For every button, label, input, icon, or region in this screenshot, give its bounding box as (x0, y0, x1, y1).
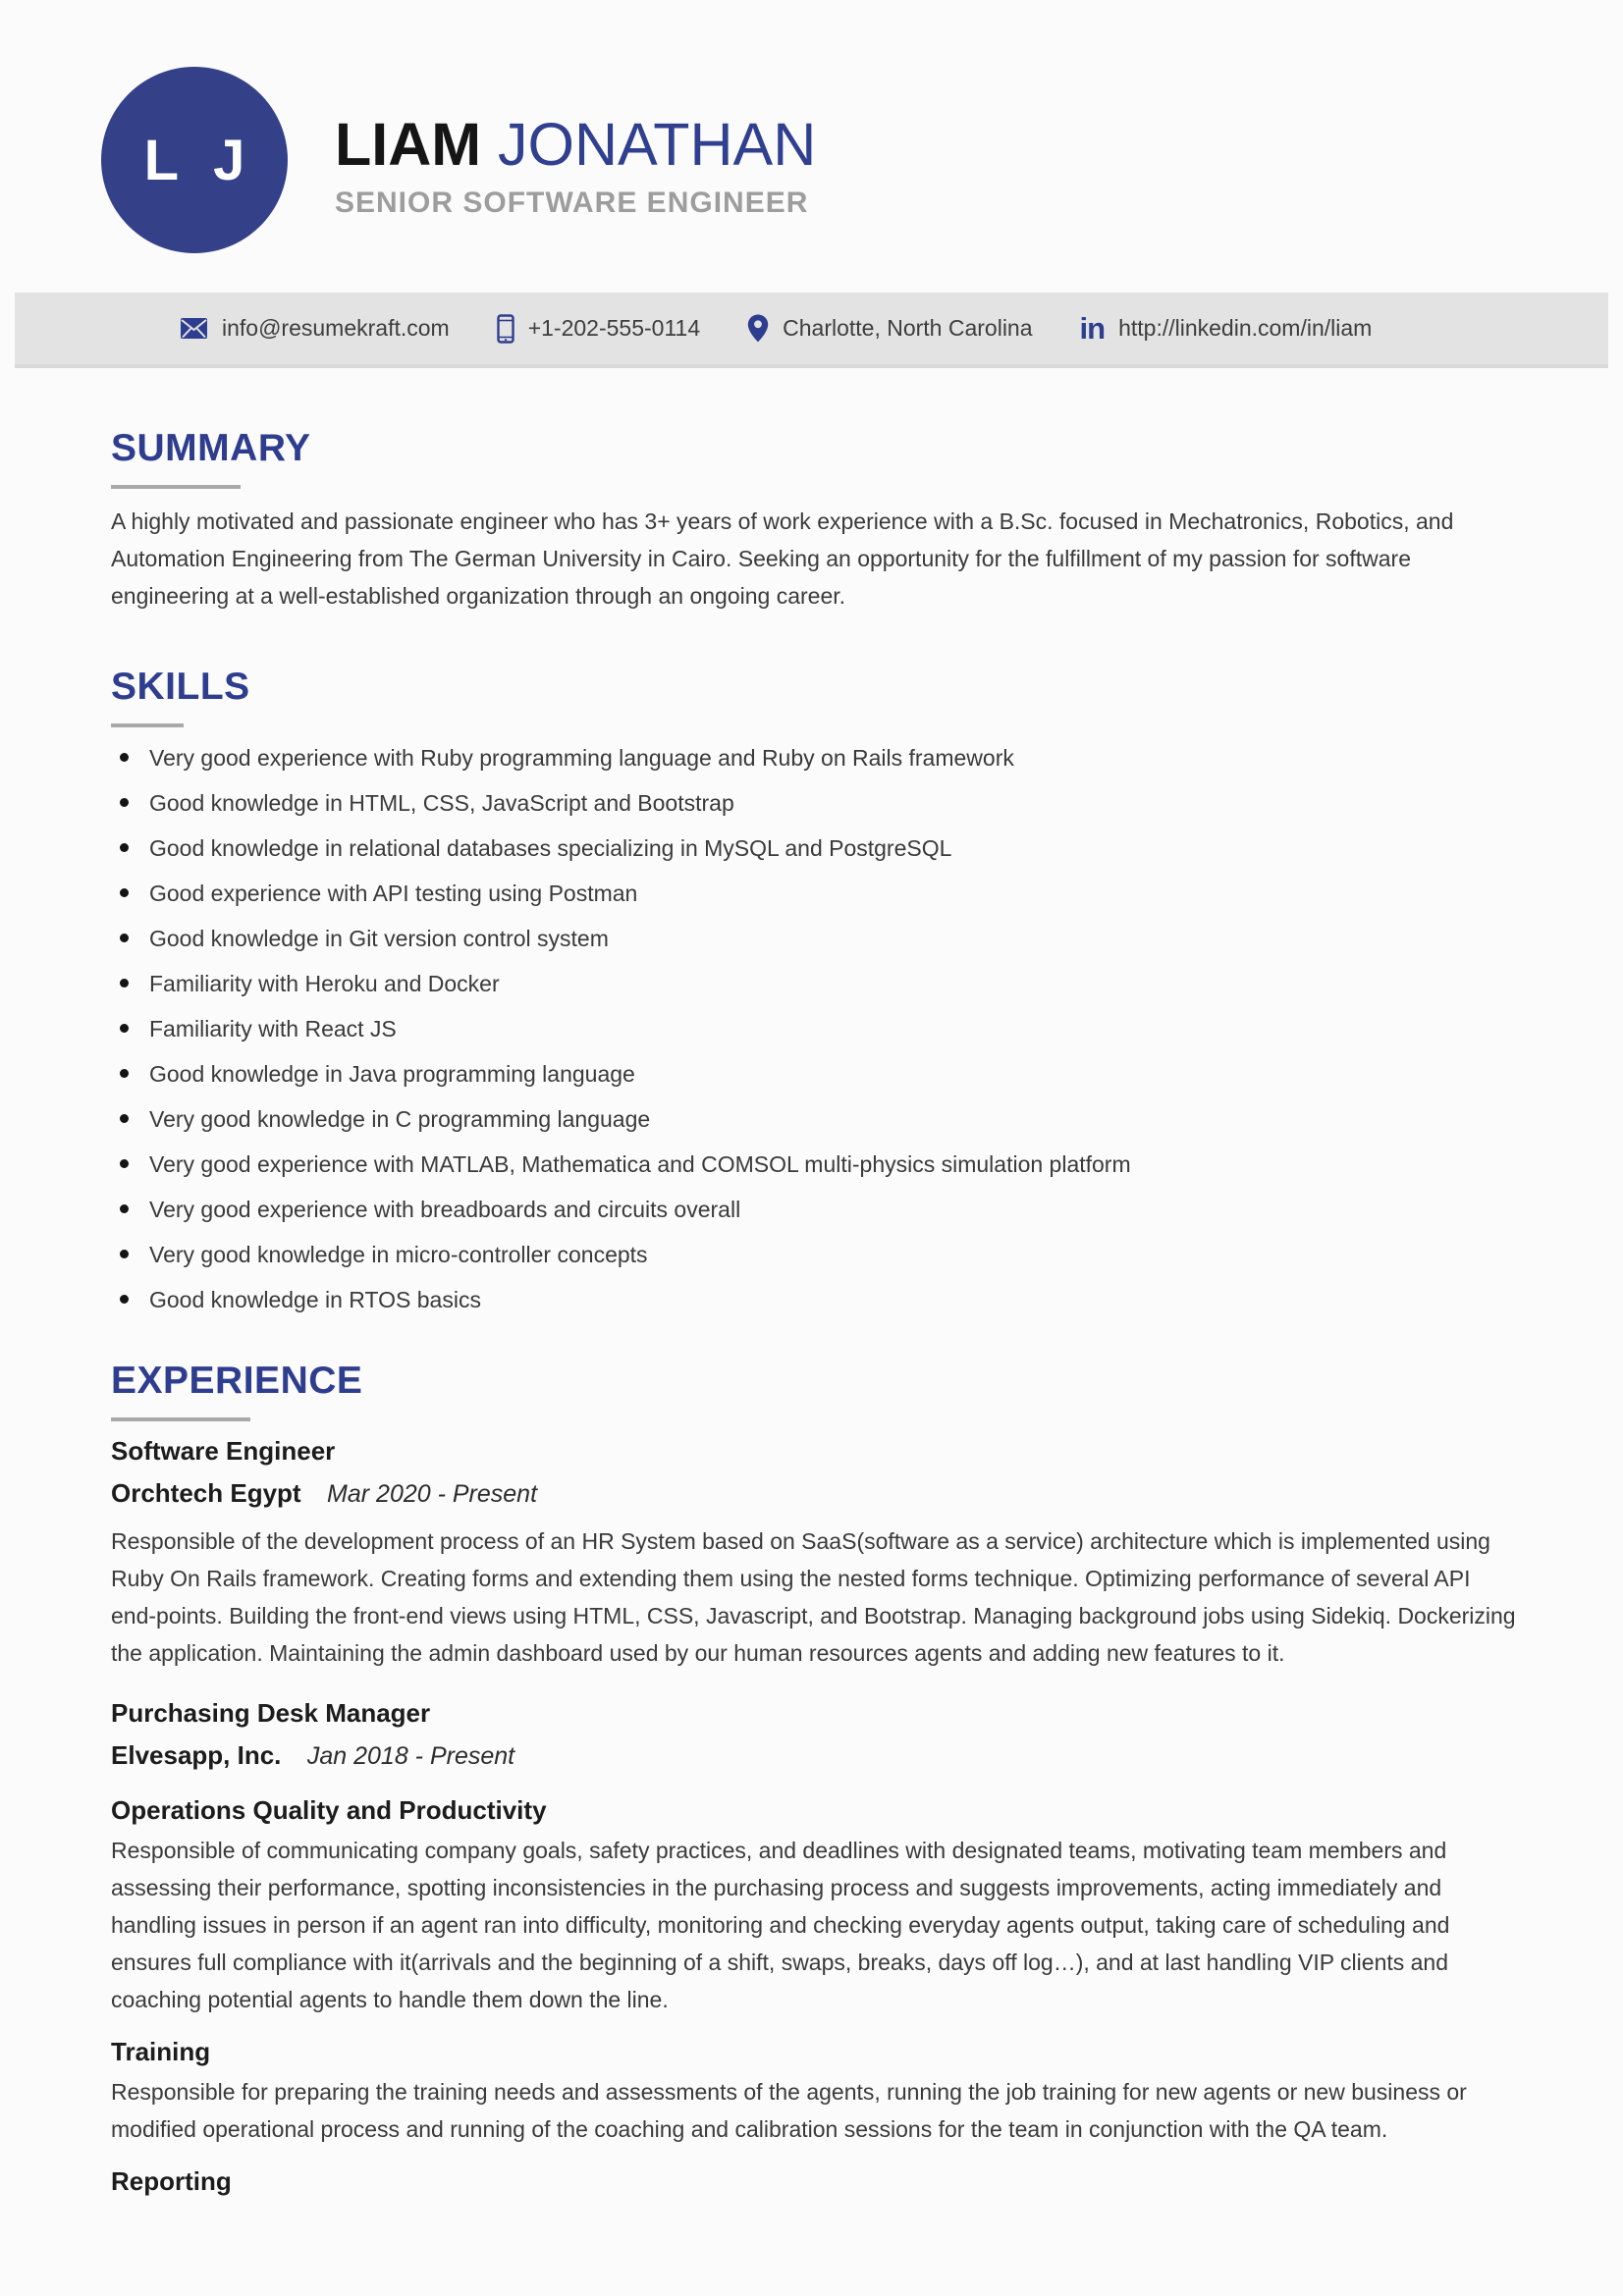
linkedin-icon: in (1079, 311, 1106, 346)
resume-body (0, 425, 1623, 2197)
name-block (335, 110, 816, 220)
experience-rule (111, 1417, 250, 1421)
experience-heading: EXPERIENCE (111, 1360, 363, 1402)
last-name: JONATHAN (498, 111, 817, 178)
phone-text: +1-202-555-0114 (527, 315, 701, 341)
summary-heading: SUMMARY (111, 427, 311, 469)
contact-email (180, 315, 450, 342)
experience-section (111, 1358, 1520, 2197)
skills-list (111, 743, 1520, 1314)
avatar (101, 67, 288, 253)
contact-bar (15, 293, 1608, 368)
job-subsection (111, 2036, 1520, 2148)
subsection-title: Training (111, 2037, 211, 2066)
company-name: Elvesapp, Inc. (111, 1740, 282, 1770)
subsection-description: Responsible of communicating company goals, safety practices, and deadlines with designated teams, motivating team members and assessing their performance, spotting inconsistencies in the purchasing process and suggests improvements, acting immediately and handling issues in person if an agent ran into difficulty, monitoring and checking everyday agents output, taking care of scheduling and ensures full compliance with it(arrivals and the beginning of a shift, swaps, breaks, days off log…), and at last handling VIP clients and coaching potential agents to handle them down the line. (111, 1838, 1450, 2012)
skill-item: Familiarity with Heroku and Docker (111, 969, 1520, 998)
resume-header (0, 0, 1623, 293)
skill-item: Good knowledge in Java programming language (111, 1059, 1520, 1089)
company-row (111, 1476, 1520, 1515)
skill-item: Very good experience with Ruby programming language and Ruby on Rails framework (111, 743, 1520, 773)
skill-item: Good knowledge in HTML, CSS, JavaScript and Bootstrap (111, 788, 1520, 818)
job-subsection (111, 1794, 1520, 2018)
job-entry (111, 1697, 1520, 2197)
email-text: info@resumekraft.com (222, 315, 450, 341)
summary-section (111, 425, 1520, 614)
skills-rule (111, 723, 184, 727)
skill-item: Familiarity with React JS (111, 1014, 1520, 1043)
subsection-title: Operations Quality and Productivity (111, 1795, 547, 1825)
skill-item: Very good experience with MATLAB, Mathematica and COMSOL multi-physics simulation platform (111, 1149, 1520, 1179)
contact-phone (497, 314, 700, 344)
job-description: Responsible of the development process of an HR System based on SaaS(software as a service) architecture which is implemented using Ruby On Rails framework. Creating forms and extending them using the nested forms technique. Optimizing performance of several API end-points. Building the front-end views using HTML, CSS, Javascript, and Bootstrap. Managing background jobs using Sidekiq. Dockerizing the application. Maintaining the admin dashboard used by our human resources agents and adding new features to it. (111, 1528, 1516, 1666)
email-icon (180, 317, 208, 340)
summary-text: A highly motivated and passionate engineer who has 3+ years of work experience with a B.Sc. focused in Mechatronics, Robotics, and Automation Engineering from The German University in Cairo. Seeking an opportunity for the fulfillment of my passion for software engineering at a well-established organization through an ongoing career. (111, 508, 1454, 609)
skill-item: Good knowledge in RTOS basics (111, 1285, 1520, 1314)
contact-location (747, 314, 1032, 343)
contact-linkedin (1080, 313, 1373, 344)
job-subsection (111, 2165, 1520, 2197)
company-name: Orchtech Egypt (111, 1478, 301, 1508)
skill-item: Very good knowledge in C programming language (111, 1104, 1520, 1134)
location-icon (747, 314, 769, 343)
location-text: Charlotte, North Carolina (783, 315, 1033, 341)
avatar-initials: L J (143, 128, 255, 192)
linkedin-text: http://linkedin.com/in/liam (1118, 315, 1373, 341)
skills-heading: SKILLS (111, 666, 250, 708)
skill-item: Good knowledge in Git version control system (111, 924, 1520, 953)
skills-section (111, 664, 1520, 1314)
skill-item: Good experience with API testing using Postman (111, 879, 1520, 908)
job-title: SENIOR SOFTWARE ENGINEER (335, 187, 809, 219)
company-row (111, 1738, 1520, 1777)
job-period: Mar 2020 - Present (327, 1480, 538, 1508)
skill-item: Very good experience with breadboards and circuits overall (111, 1195, 1520, 1224)
job-title: Purchasing Desk Manager (111, 1698, 431, 1728)
phone-icon (497, 314, 514, 344)
subsection-title: Reporting (111, 2166, 232, 2196)
job-period: Jan 2018 - Present (306, 1742, 515, 1770)
job-entry (111, 1435, 1520, 1672)
first-name: LIAM (335, 111, 482, 178)
subsection-description: Responsible for preparing the training needs and assessments of the agents, running the job training for new agents or new business or modified operational process and running of the coaching and calibration sessions for the team in conjunction with the QA team. (111, 2079, 1467, 2142)
summary-rule (111, 485, 241, 489)
full-name (335, 110, 816, 179)
skill-item: Good knowledge in relational databases specializing in MySQL and PostgreSQL (111, 833, 1520, 863)
skill-item: Very good knowledge in micro-controller concepts (111, 1240, 1520, 1269)
job-title: Software Engineer (111, 1436, 336, 1466)
